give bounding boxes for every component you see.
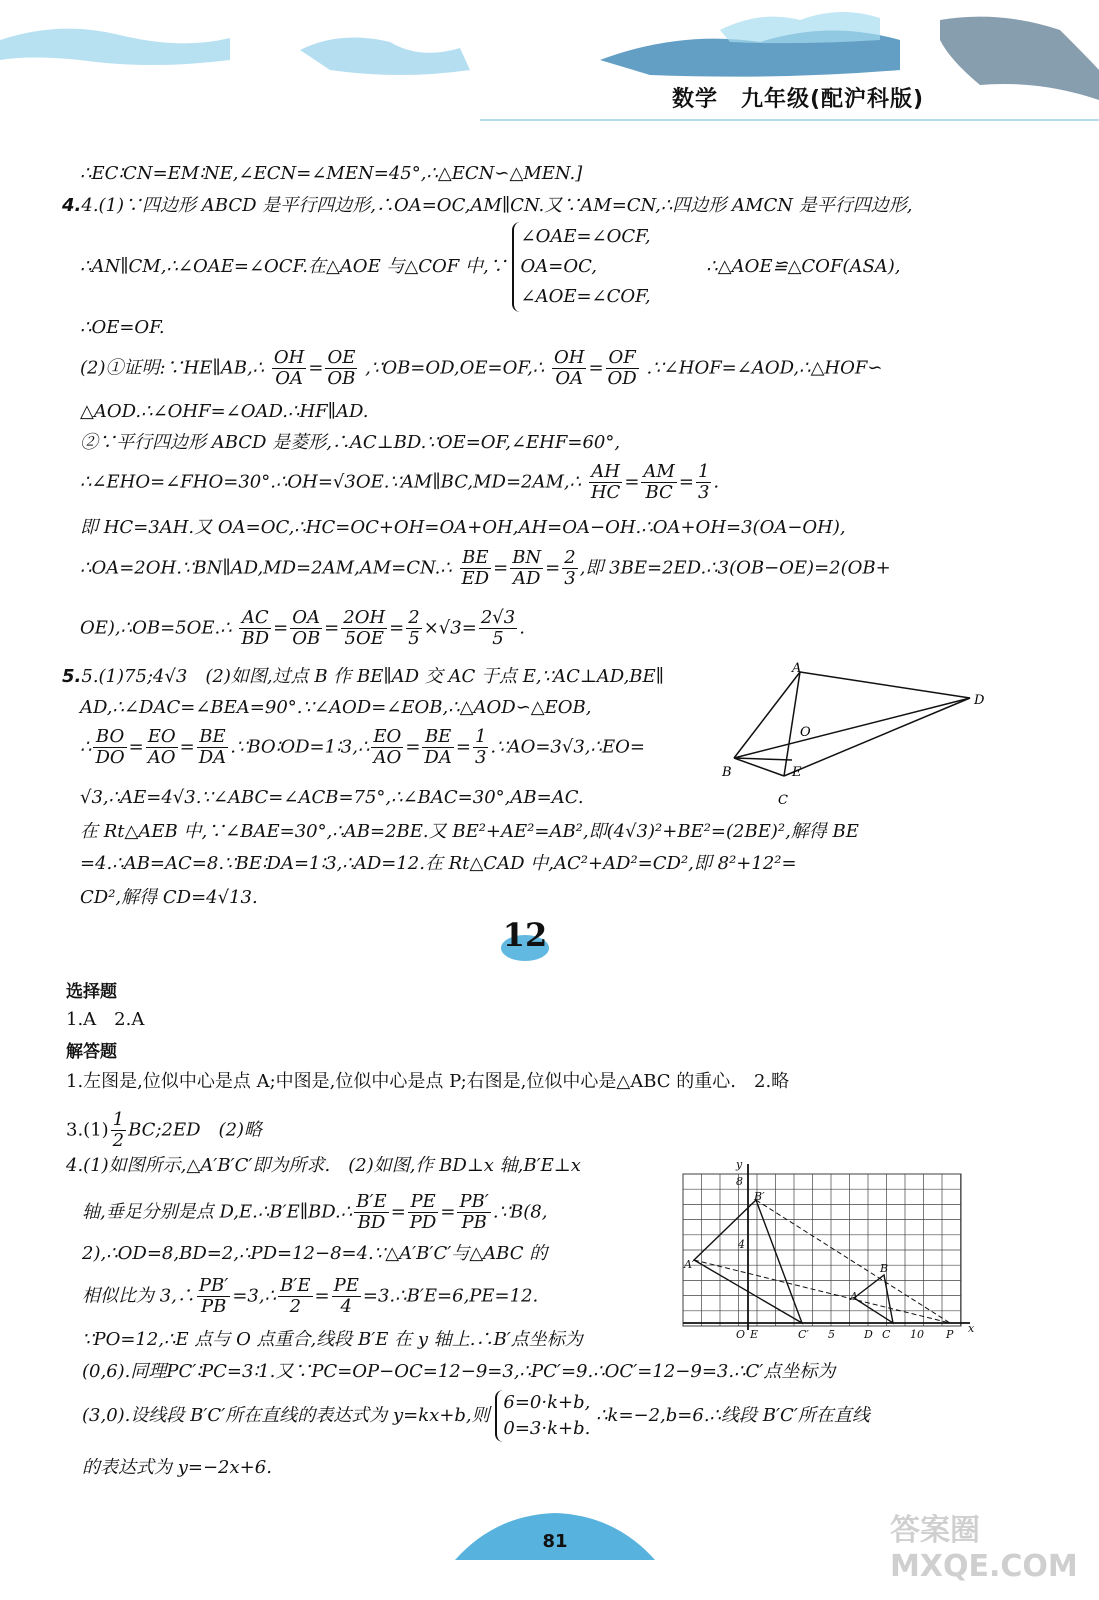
text-line: ∴OE=OF. [80, 317, 165, 338]
numerator: EO [147, 726, 176, 747]
text-line: 4.(1)如图所示,△A′B′C′即为所求. (2)如图,作 BD⊥x 轴,B′E⊥x [66, 1155, 581, 1176]
denominator: DA [424, 747, 452, 768]
fraction [239, 608, 271, 649]
equals-sign: = [405, 736, 421, 758]
fraction [422, 727, 453, 768]
numerator: 2 [408, 607, 420, 628]
section-number: 12 [502, 916, 548, 954]
choice-answers: 1.A 2.A [66, 1009, 145, 1030]
fraction [197, 1276, 230, 1317]
coordinate-grid-figure [678, 1160, 978, 1340]
period: . [713, 471, 720, 493]
fraction [696, 462, 711, 503]
text-span: 轴,垂足分别是点 D,E.∴B′E∥BD.∴ [82, 1201, 353, 1223]
point-label-Cp: C′ [798, 1328, 809, 1340]
figure-label-O: O [800, 725, 811, 740]
denominator: AO [147, 747, 176, 768]
text-line [80, 608, 525, 649]
equation-system [495, 1390, 590, 1442]
denominator: OB [292, 628, 321, 649]
text-line [80, 727, 645, 768]
denominator: PB [200, 1296, 227, 1317]
numerator: BN [512, 547, 542, 568]
axis-label-x: x [968, 1322, 975, 1335]
numerator: OA [290, 608, 322, 629]
text-line [82, 1390, 870, 1442]
fraction [552, 348, 586, 389]
text-line [82, 1192, 547, 1233]
text-span: .∵∠HOF=∠AOD,∴△HOF∽ [646, 357, 883, 379]
text-line: 2),∴OD=8,BD=2,∴PD=12−8=4.∵△A′B′C′与△ABC 的 [82, 1243, 548, 1264]
numerator: PE [408, 1192, 439, 1213]
point-label-D: D [864, 1328, 873, 1340]
tick-label-5: 5 [828, 1328, 835, 1340]
fraction [146, 727, 178, 768]
equals-sign: = [440, 1201, 456, 1223]
equals-sign: = [273, 617, 289, 639]
geometry-figure-triangle [720, 660, 990, 810]
page-number: 81 [542, 1531, 568, 1552]
text-line [82, 1276, 538, 1317]
text-span: .∵AO=3√3,∴EO= [490, 736, 645, 758]
numerator: OH [553, 347, 585, 368]
numerator: 1 [697, 461, 710, 482]
equals-sign: = [128, 736, 144, 758]
numerator: OE [325, 348, 357, 369]
numerator: AC [239, 608, 271, 629]
text-line [80, 222, 901, 312]
equals-sign: = [493, 557, 509, 579]
fraction [457, 1192, 490, 1233]
text-line [80, 462, 719, 503]
denominator: ED [461, 568, 490, 589]
equation-system [512, 222, 650, 312]
text-span: (3,0).设线段 B′C′所在直线的表达式为 y=kx+b,则 [82, 1405, 490, 1426]
denominator: 3 [474, 747, 487, 768]
text-span: OE),∴OB=5OE.∴ [80, 617, 232, 639]
numerator: PE [333, 1275, 359, 1296]
text-line: 1.左图是,位似中心是点 A;中图是,位似中心是点 P;右图是,位似中心是△ABC 的重心. 2.略 [66, 1071, 790, 1092]
text-line: ∴EC∶CN=EM∶NE,∠ECN=∠MEN=45°,∴△ECN∽△MEN.] [80, 163, 583, 184]
text-line: AD,∴∠DAC=∠BEA=90°.∵∠AOD=∠EOB,∴△AOD∽△EOB, [80, 697, 592, 718]
text-line: 4.4.(1)∵四边形 ABCD 是平行四边形,∴OA=OC,AM∥CN.又∵AM=CN,∴四边形 AMCN 是平行四边形, [62, 195, 913, 216]
equals-sign: = [314, 1285, 330, 1307]
text-span: ,∵OB=OD,OE=OF,∴ [365, 357, 545, 379]
text-span: ∴△AOE≌△COF(ASA), [706, 256, 901, 277]
fraction [272, 348, 306, 389]
denominator: BC [645, 482, 673, 503]
fraction [606, 348, 639, 389]
fraction [510, 548, 543, 589]
point-label-Bp: B′ [754, 1190, 765, 1203]
fraction [111, 1110, 126, 1151]
denominator: HC [590, 482, 621, 503]
text-line [80, 348, 882, 389]
figure-label-A: A [792, 661, 802, 676]
text-line: =4.∴AB=AC=8.∵BE∶DA=1∶3,∴AD=12.在 Rt△CAD 中,AC²+AD²=CD²,即 8²+12²= [80, 853, 797, 874]
text-span: 5.(1)75;4√3 (2)如图,过点 B 作 BE∥AD 交 AC 于点 E,∵AC⊥AD,BE∥ [81, 666, 664, 687]
denominator: 2 [289, 1296, 302, 1317]
text-span: 相似比为 3,∴ [82, 1285, 195, 1307]
numerator: OF [606, 348, 639, 369]
tick-label-4: 4 [738, 1238, 745, 1251]
fraction [332, 1276, 361, 1317]
point-label-C: C [882, 1328, 891, 1340]
text-line: ②∵平行四边形 ABCD 是菱形,∴AC⊥BD.∵OE=OF,∠EHF=60°, [80, 432, 621, 453]
denominator: 3 [564, 568, 576, 589]
denominator: 5 [492, 628, 504, 649]
text-span: =3,∴ [232, 1285, 277, 1307]
denominator: OA [275, 368, 303, 389]
tick-label-10: 10 [910, 1328, 924, 1340]
denominator: OD [607, 368, 637, 389]
numerator: BO [93, 727, 126, 748]
numerator: 2√3 [480, 607, 516, 628]
text-span: 3.(1) [66, 1119, 109, 1141]
page-number-badge [455, 1505, 655, 1565]
equals-sign: = [390, 1201, 406, 1223]
fraction [641, 462, 676, 503]
text-span: ∴ [80, 736, 92, 758]
numerator: 1 [112, 1109, 125, 1130]
denominator: AD [512, 568, 541, 589]
fraction [278, 1276, 312, 1317]
text-line: 即 HC=3AH.又 OA=OC,∴HC=OC+OH=OA+OH,AH=OA−OH.∴OA+OH=3(OA−OH), [80, 517, 846, 538]
text-span: =3.∴B′E=6,PE=12. [362, 1285, 539, 1307]
fraction [408, 1192, 439, 1233]
text-line: 的表达式为 y=−2x+6. [82, 1457, 272, 1478]
header-title: 数学 九年级(配沪科版) [672, 87, 925, 112]
period: . [519, 617, 525, 639]
equals-sign: = [324, 617, 340, 639]
fraction [473, 727, 488, 768]
section-heading-answer: 解答题 [66, 1042, 117, 1062]
section-number-badge [497, 912, 553, 964]
numerator: BE [197, 727, 228, 748]
fraction [354, 1192, 388, 1233]
watermark: 答案圈 MXQE.COM [890, 1513, 1078, 1584]
equals-sign: = [308, 357, 324, 379]
fraction [562, 548, 577, 589]
text-line: CD²,解得 CD=4√13. [80, 887, 258, 908]
equals-sign: = [179, 736, 195, 758]
text-span: BC;2ED (2)略 [128, 1119, 263, 1141]
text-line [66, 1110, 262, 1151]
tick-label-8: 8 [736, 1175, 743, 1188]
text-span: ∴k=−2,b=6.∴线段 B′C′所在直线 [596, 1405, 870, 1426]
denominator: 5 [408, 628, 420, 649]
fraction [589, 462, 622, 503]
equals-sign: = [588, 357, 604, 379]
numerator: 1 [474, 726, 487, 747]
fraction [325, 348, 357, 389]
denominator: OA [555, 368, 584, 389]
text-span: 4.(1)∵四边形 ABCD 是平行四边形,∴OA=OC,AM∥CN.又∵AM=CN,∴四边形 AMCN 是平行四边形, [81, 195, 913, 216]
text-span: ∴∠EHO=∠FHO=30°.∴OH=√3OE.∵AM∥BC,MD=2AM,∴ [80, 471, 582, 493]
denominator: 4 [340, 1296, 352, 1317]
denominator: AO [373, 747, 402, 768]
text-line: √3,∴AE=4√3.∵∠ABC=∠ACB=75°,∴∠BAC=30°,AB=AC. [80, 787, 584, 808]
text-span: .∵B(8, [492, 1201, 548, 1223]
point-label-E: E [750, 1328, 759, 1340]
denominator: OB [327, 368, 356, 389]
denominator: PB [461, 1212, 487, 1233]
denominator: BD [357, 1212, 386, 1233]
point-label-P: P [946, 1328, 954, 1340]
denominator: DA [198, 747, 227, 768]
denominator: 5OE [344, 628, 384, 649]
times-root3: ×√3= [423, 617, 477, 639]
denominator: DO [95, 747, 125, 768]
denominator: 2 [112, 1130, 125, 1151]
text-line: (0,6).同理PC′∶PC=3∶1.又∵PC=OP−OC=12−9=3,∴PC′=9.∴OC′=12−9=3.∴C′点坐标为 [82, 1361, 836, 1382]
denominator: BD [241, 628, 270, 649]
text-span: ,即 3BE=2ED.∴3(OB−OE)=2(OB+ [579, 557, 891, 579]
text-span: ∴OA=2OH.∵BN∥AD,MD=2AM,AM=CN.∴ [80, 557, 452, 579]
equals-sign: = [624, 471, 640, 493]
section-heading-choice: 选择题 [66, 982, 117, 1002]
numerator: BE [460, 548, 492, 569]
figure-label-D: D [974, 693, 985, 708]
text-line: 在 Rt△AEB 中,∵∠BAE=30°,∴AB=2BE.又 BE²+AE²=AB²,即(4√3)²+BE²=(2BE)²,解得 BE [80, 821, 859, 842]
numerator: 2 [564, 547, 576, 568]
text-line: △AOD.∴∠OHF=∠OAD.∴HF∥AD. [80, 401, 369, 422]
fraction [341, 608, 387, 649]
fraction [479, 608, 517, 649]
numerator: PB′ [198, 1275, 229, 1296]
numerator: AM [643, 461, 675, 482]
figure-label-B: B [722, 765, 732, 780]
system-row: ∠AOE=∠COF, [520, 286, 651, 307]
equals-sign: = [455, 736, 471, 758]
header-landscape-art [0, 0, 1099, 130]
numerator: B′E [356, 1191, 387, 1212]
denominator: PD [409, 1212, 437, 1233]
text-line: 5.5.(1)75;4√3 (2)如图,过点 B 作 BE∥AD 交 AC 于点 E,∵AC⊥AD,BE∥ [62, 666, 664, 687]
numerator: EO [373, 726, 402, 747]
text-line: ∵PO=12,∴E 点与 O 点重合,线段 B′E 在 y 轴上.∴B′点坐标为 [82, 1329, 583, 1350]
point-label-A: A [850, 1290, 858, 1303]
text-span: .∵BO∶OD=1∶3,∴ [230, 736, 370, 758]
fraction [290, 608, 322, 649]
fraction [197, 727, 228, 768]
origin-label: O [736, 1328, 746, 1340]
text-span: ∴AN∥CM,∴∠OAE=∠OCF.在△AOE 与△COF 中,∵ [80, 256, 507, 277]
fraction [371, 727, 403, 768]
numerator: PB′ [459, 1191, 489, 1212]
equals-sign: = [545, 557, 561, 579]
fraction [93, 727, 126, 768]
equals-sign: = [389, 617, 405, 639]
system-row: OA=OC, [520, 256, 597, 277]
point-label-B: B [880, 1262, 889, 1275]
system-row: ∠OAE=∠OCF, [520, 226, 651, 247]
fraction [406, 608, 421, 649]
text-span: (2)①证明:∵HE∥AB,∴ [80, 357, 265, 379]
figure-label-E: E [792, 765, 802, 780]
numerator: BE [422, 727, 453, 748]
text-line [80, 548, 891, 589]
denominator: 3 [697, 482, 710, 503]
fraction [460, 548, 492, 589]
equals-sign: = [678, 471, 694, 493]
numerator: 2OH [343, 607, 386, 628]
system-row: 0=3·k+b. [503, 1418, 591, 1439]
axis-label-y: y [736, 1160, 743, 1171]
numerator: B′E [280, 1275, 311, 1296]
system-row: 6=0·k+b, [503, 1392, 591, 1413]
figure-label-C: C [778, 793, 788, 808]
numerator: OH [273, 347, 305, 368]
point-label-Ap: A′ [684, 1258, 695, 1271]
numerator: AH [589, 462, 622, 483]
